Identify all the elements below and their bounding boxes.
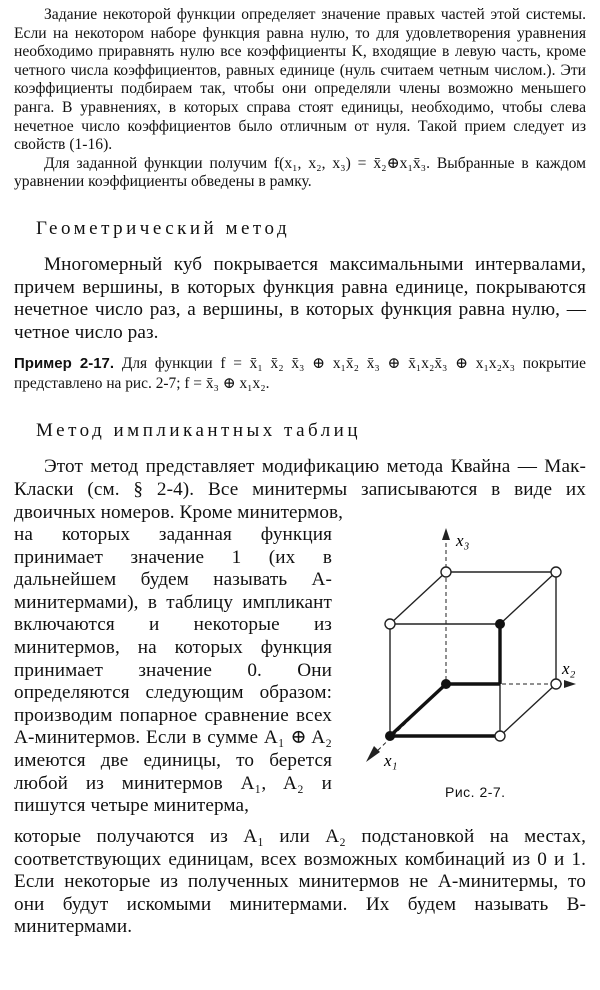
document-page — [14, 6, 586, 939]
vertex-filled — [495, 619, 505, 629]
figure-2-7-cube — [350, 524, 586, 814]
example-label: Пример 2-17. — [14, 355, 115, 373]
paragraph-method-intro: Этот метод представляет модификацию метода Квайна — Мак-Класки (см. § 2-4). Все минитермы записываются в виде их двоичных номеров. Кроме минитермов, — [14, 456, 586, 523]
paragraph-a-minterms: на которых заданная функция принимает значение 1 (их в дальнейшем будем называть A-минитермами), в таблицу импликант включаются и некоторые из минитермов, на которых функция принимает значение 0. Они определяются следующим образом: производим попарное сравнение всех A-минитермов. Если в сумме A₁ ⊕ A₂ имеются две единицы, то берется любой из минитермов A₁, A₂ и пишутся четыре минитерма, — [14, 524, 332, 817]
vertex-open — [551, 567, 561, 577]
paragraph-system-coefficients: Задание некоторой функции определяет значение правых частей этой системы. Если на некотором наборе функция равна нулю, то для удовлетворения уравнения необходимо приравнять нулю все коэффициенты K, входящие в левую часть, кроме четного числа коэффициентов, равных единице (нуль считаем четным числом.). Эти коэффициенты подбираем так, чтобы они определяли члены возможно меньшего ранга. В уравнениях, в которых справа стоят единицы, необходимо, чтобы слева нечетное число коэффициентов было отличным от нуля. Такой прием следует из свойств (1-16). — [14, 6, 586, 154]
example-text: Для функции f = x̄₁ x̄₂ x̄₃ ⊕ x₁x̄₂ x̄₃ ⊕ x̄₁x₂x̄₃ ⊕ x₁x₂x₃ покрытие представлено на рис. 2-7; f = x̄₃ ⊕ x₁x₂. — [14, 355, 587, 393]
axis-label-x3: x₃ — [456, 531, 470, 551]
vertex-filled — [441, 679, 451, 689]
cube-diagram — [350, 524, 586, 784]
heading-geometric-method: Геометрический метод — [36, 217, 291, 239]
vertex-open — [495, 731, 505, 741]
heading-implicant-tables: Метод импликантных таблиц — [36, 420, 362, 442]
example-2-17 — [14, 354, 586, 394]
paragraph-b-minterms: которые получаются из A₁ или A₂ подстановкой на местах, соответствующих единицам, всех возможных комбинаций из 0 и 1. Если некоторые из полученных минитермов не A-минитермы, то они будут искомыми минитермами. Их будем называть B-минитермами. — [14, 826, 586, 938]
axis-label-x2: x₂ — [562, 659, 576, 679]
vertex-filled — [385, 731, 395, 741]
text-with-figure — [14, 524, 586, 824]
paragraph-continuation — [14, 826, 586, 939]
paragraph-left-column — [14, 524, 332, 818]
vertex-open — [385, 619, 395, 629]
paragraph-cube-coverage: Многомерный куб покрывается максимальными интервалами, причем вершины, в которых функция равна единице, покрываются нечетное число раз, а вершины, в которых функция равна нулю, — четное число раз. — [14, 253, 586, 343]
vertex-open — [551, 679, 561, 689]
vertex-open — [441, 567, 451, 577]
paragraph-function-result: Для заданной функции получим f(x₁, x₂, x₃) = x̄₂⊕x₁x̄₃. Выбранные в каждом уравнении коэффициенты обведены в рамку. — [14, 154, 586, 191]
axis-label-x1: x₁ — [384, 751, 398, 771]
figure-caption: Рис. 2-7. — [445, 784, 506, 801]
